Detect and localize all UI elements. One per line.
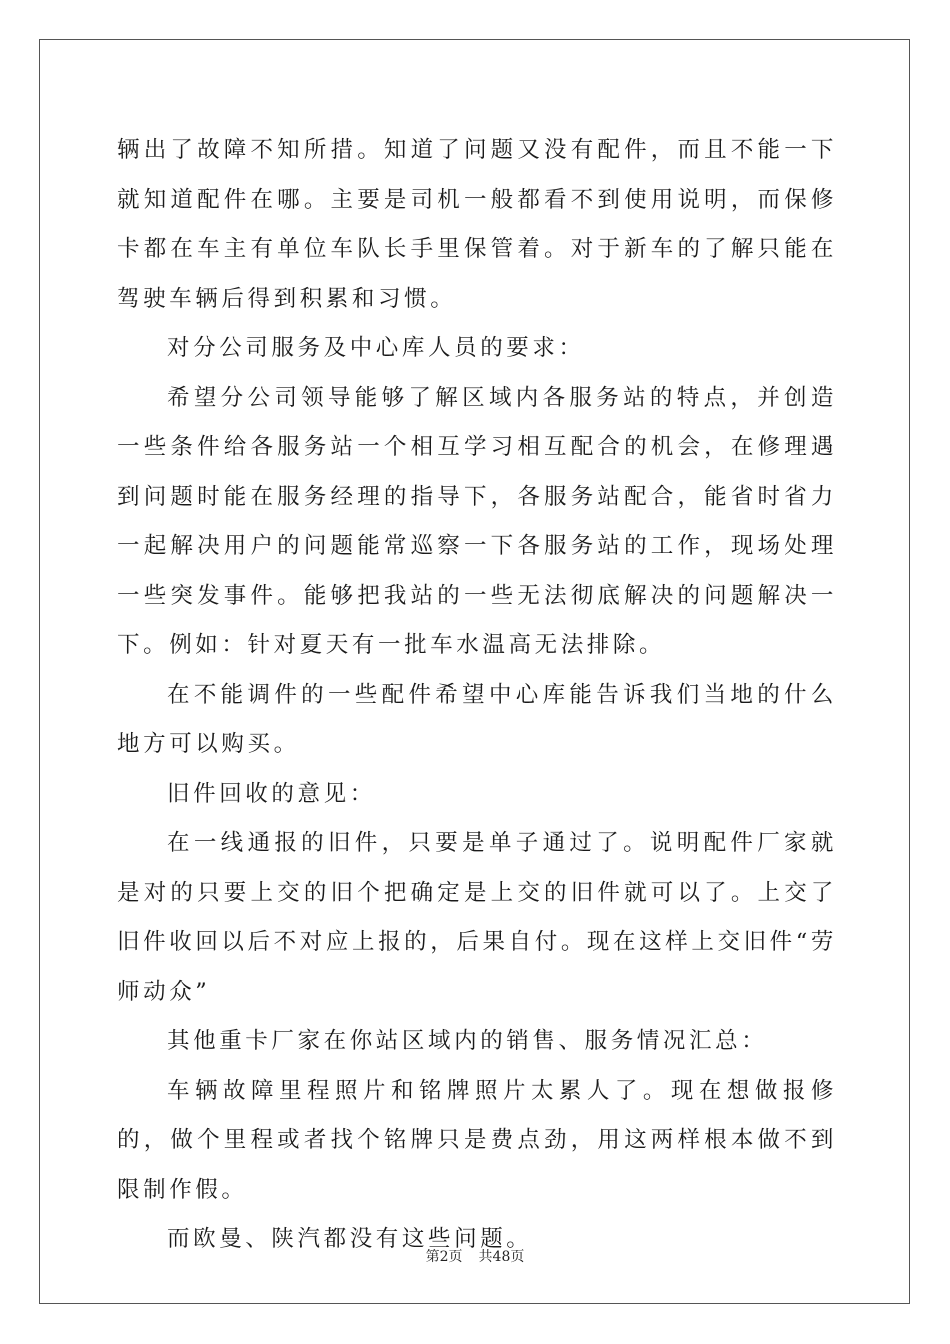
paragraph: 在不能调件的一些配件希望中心库能告诉我们当地的什么地方可以购买。 (117, 681, 837, 757)
paragraph: 希望分公司领导能够了解区域内各服务站的特点，并创造一些条件给各服务站一个相互学习相互配合的机会，在修理遇到问题时能在服务经理的指导下，各服务站配合，能省时省力一起解决用户的问题能常巡察一下各服务站的工作，现场处理一些突发事件。能够把我站的一些无法彻底解决的问题解决一下。例如：针对夏天有一批车水温高无法排除。 (117, 384, 837, 658)
document-body (117, 126, 837, 1265)
paragraph: 而欧曼、陕汽都没有这些问题。 (167, 1226, 533, 1252)
paragraph: 对分公司服务及中心库人员的要求： (167, 335, 585, 361)
paragraph: 其他重卡厂家在你站区域内的销售、服务情况汇总： (167, 1028, 768, 1054)
paragraph: 旧件回收的意见： (167, 780, 376, 807)
paragraph: 在一线通报的旧件，只要是单子通过了。说明配件厂家就是对的只要上交的旧个把确定是上交的旧件就可以了。上交了旧件收回以后不对应上报的，后果自付。现在这样上交旧件“劳师动众” (117, 830, 837, 1005)
page-footer (0, 1246, 950, 1266)
page-total: 共48页 (478, 1249, 525, 1265)
paragraph: 辆出了故障不知所措。知道了问题又没有配件，而且不能一下就知道配件在哪。主要是司机一般都看不到使用说明，而保修卡都在车主有单位车队长手里保管着。对于新车的了解只能在驾驶车辆后得到积累和习惯。 (117, 137, 837, 312)
page-number: 第2页 (425, 1249, 463, 1265)
paragraph: 车辆故障里程照片和铭牌照片太累人了。现在想做报修的，做个里程或者找个铭牌只是费点劲，用这两样根本做不到限制作假。 (117, 1077, 837, 1203)
